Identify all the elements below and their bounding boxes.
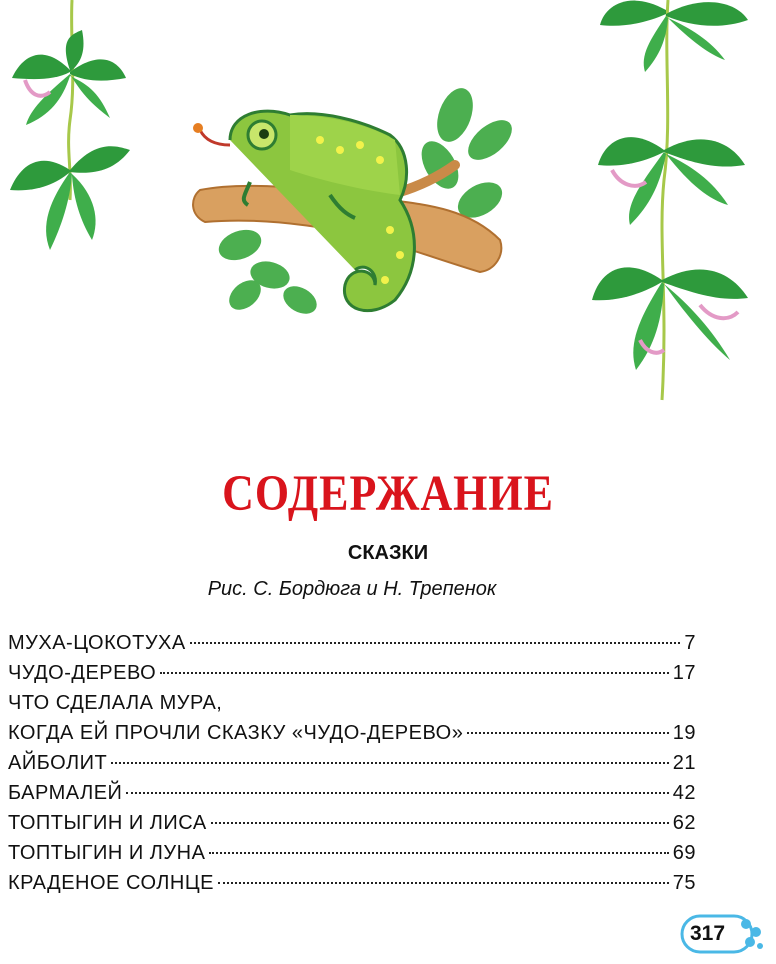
section-title: СКАЗКИ [347,542,429,564]
dot-leader [160,672,669,674]
toc-entry-page: 42 [672,782,696,804]
toc-entry-page: 62 [672,812,696,834]
dot-leader [211,822,669,824]
dot-leader [467,732,668,734]
chameleon-illustration [0,0,776,420]
toc-entry[interactable] [8,722,696,752]
table-of-contents [8,632,696,902]
page-number: 317 [690,922,726,945]
dot-leader [111,762,669,764]
dot-leader [126,792,668,794]
page-number-badge [680,912,770,956]
dot-leader [190,642,681,644]
toc-entry[interactable] [8,812,696,842]
toc-entry-title: ЧТО СДЕЛАЛА МУРА, [8,692,223,714]
toc-entry-title: АЙБОЛИТ [8,752,108,774]
toc-entry-title: ЧУДО-ДЕРЕВО [8,662,157,684]
toc-entry-title: МУХА-ЦОКОТУХА [8,632,186,654]
toc-entry[interactable] [8,632,696,662]
hanging-vine-icon [592,0,748,400]
toc-entry-page: 19 [672,722,696,744]
toc-entry-page: 75 [672,872,696,894]
toc-entry[interactable] [8,842,696,872]
contents-heading: СОДЕРЖАНИЕ [222,465,554,522]
toc-entry-page: 17 [672,662,696,684]
hanging-vine-icon [10,0,130,250]
toc-entry[interactable] [8,872,696,902]
toc-entry[interactable] [8,662,696,692]
toc-entry-title: БАРМАЛЕЙ [8,782,123,804]
dot-leader [209,852,668,854]
toc-entry-title: ТОПТЫГИН И ЛИСА [8,812,207,834]
toc-entry-title: КРАДЕНОЕ СОЛНЦЕ [8,872,214,894]
toc-entry-title: КОГДА ЕЙ ПРОЧЛИ СКАЗКУ «ЧУДО-ДЕРЕВО» [8,722,464,744]
toc-entry-title: ТОПТЫГИН И ЛУНА [8,842,206,864]
toc-entry-page: 69 [672,842,696,864]
section-subtitle: Рис. С. Бордюга и Н. Трепенок [207,578,497,600]
toc-entry[interactable] [8,782,696,812]
toc-entry-page: 7 [684,632,696,654]
toc-entry[interactable] [8,692,696,722]
dot-leader [218,882,669,884]
toc-entry-page: 21 [672,752,696,774]
toc-entry[interactable] [8,752,696,782]
